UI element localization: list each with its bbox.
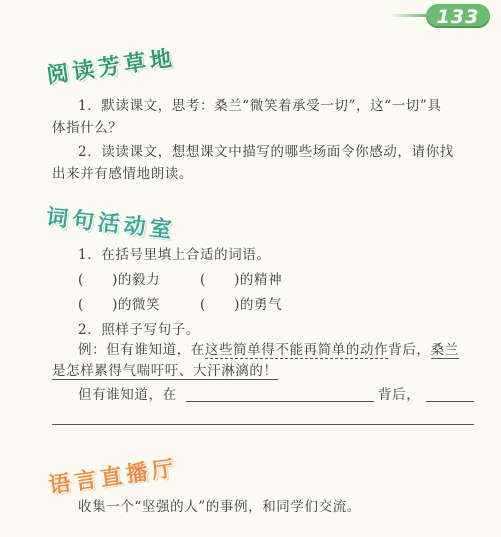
example-line2-text: 是怎样累得气喘吁吁、大汗淋漓的！ (52, 363, 278, 379)
example-end: 桑兰 (430, 342, 459, 358)
example-mid: 背后， (388, 342, 431, 358)
reading-q1-line1: 1．默读课文，思考：桑兰“微笑着承受一切”，这“一切”具 (78, 98, 442, 114)
reading-q2-line1: 2．读读课文，想想课文中描写的哪些场面令你感动，请你找 (78, 144, 454, 160)
example-sentence-line2 (52, 361, 278, 381)
page-number: 133 (436, 6, 480, 28)
speaking-task: 收集一个“坚强的人”的事例，和同学们交流。 (78, 499, 361, 515)
exercise-blank-1[interactable] (186, 401, 374, 402)
fill-blank-row2-left: ( )的微笑 (78, 297, 161, 313)
reading-q2-line2: 出来并有感情地朗读。 (52, 166, 193, 182)
words-section-title (44, 205, 177, 244)
speaking-section-title-text: 语言直播厅 (47, 456, 180, 499)
speaking-section-title (47, 456, 180, 499)
example-sentence-line1 (78, 340, 459, 360)
reading-section-title-text: 阅读芳草地 (45, 46, 178, 89)
exercise-blank-3[interactable] (52, 424, 474, 425)
reading-section-title (45, 46, 178, 89)
fill-blank-row1-right: ( )的精神 (200, 272, 283, 288)
words-task1: 1．在括号里填上合适的词语。 (78, 247, 271, 263)
exercise-mid: 背后， (378, 387, 421, 403)
page-number-badge (426, 4, 490, 28)
fill-blank-row1-left: ( )的毅力 (78, 272, 161, 288)
words-task2: 2．照样子写句子。 (78, 322, 200, 338)
example-underlined-phrase: 这些简单得不能再简单的动作 (204, 342, 389, 358)
fill-blank-row2-right: ( )的勇气 (200, 297, 283, 313)
exercise-blank-2[interactable] (426, 401, 474, 402)
example-prefix: 例：但有谁知道，在 (78, 342, 205, 358)
page-number-decoration (390, 14, 426, 17)
words-section-title-text: 词句活动室 (44, 205, 177, 244)
exercise-prefix: 但有谁知道，在 (78, 387, 177, 403)
reading-q1-line2: 体指什么？ (52, 120, 123, 136)
